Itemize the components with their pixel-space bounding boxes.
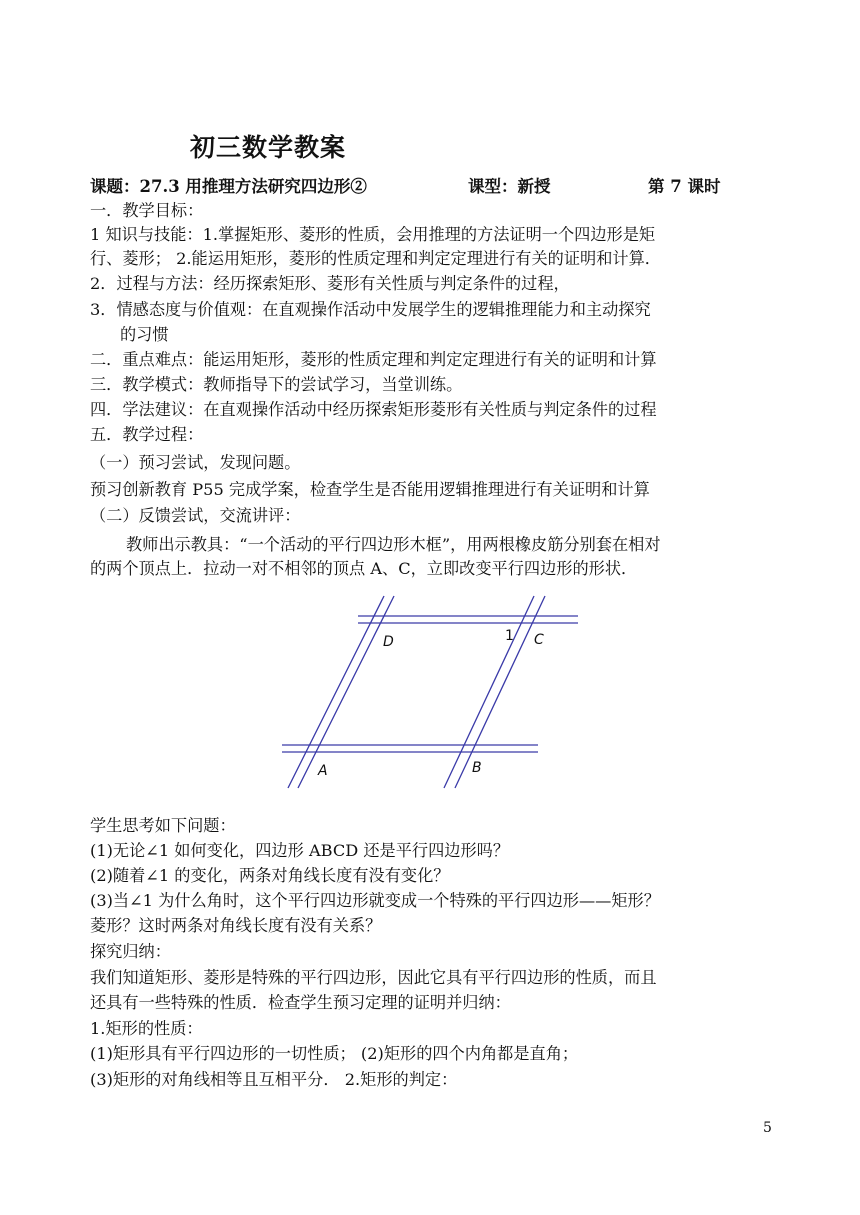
text-line: （一）预习尝试，发现问题。: [90, 453, 301, 472]
left-side-line: [288, 596, 384, 788]
vertex-label-c: C: [534, 632, 544, 648]
vertex-label-d: D: [383, 634, 394, 650]
text-line: 三．教学模式：教师指导下的尝试学习，当堂训练。: [90, 375, 463, 394]
right-side-line: [444, 596, 534, 788]
vertex-label-a: A: [318, 763, 328, 779]
text-line: (3)矩形的对角线相等且互相平分． 2.矩形的判定：: [90, 1070, 458, 1089]
text-line: 学生思考如下问题：: [90, 816, 236, 835]
text-line: (3)当∠1 为什么角时，这个平行四边形就变成一个特殊的平行四边形——矩形？: [90, 891, 660, 910]
text-line: 3．情感态度与价值观：在直观操作活动中发展学生的逻辑推理能力和主动探究: [90, 300, 651, 319]
right-side-line: [455, 596, 545, 788]
text-line: 预习创新教育 P55 完成学案，检查学生是否能用逻辑推理进行有关证明和计算: [90, 480, 650, 499]
text-line: 探究归纳：: [90, 942, 171, 961]
left-side-line: [298, 596, 394, 788]
text-line: 我们知道矩形、菱形是特殊的平行四边形，因此它具有平行四边形的性质，而且: [90, 968, 657, 987]
text-line: 一．教学目标：: [90, 201, 204, 220]
text-line: 的两个顶点上．拉动一对不相邻的顶点 A、C，立即改变平行四边形的形状．: [90, 559, 638, 578]
lesson-topic: 课题：27.3 用推理方法研究四边形②: [90, 177, 367, 196]
text-line: 五．教学过程：: [90, 425, 204, 444]
text-line: 还具有一些特殊的性质．检查学生预习定理的证明并归纳：: [90, 993, 511, 1012]
angle-label-1: 1: [505, 628, 514, 644]
page-number: 5: [763, 1120, 772, 1136]
lesson-period: 第 7 课时: [648, 177, 721, 196]
text-line: （二）反馈尝试，交流讲评：: [90, 506, 301, 525]
text-line: 1.矩形的性质：: [90, 1019, 203, 1038]
parallelogram-frame-figure: [280, 588, 580, 793]
text-line: 二．重点难点：能运用矩形，菱形的性质定理和判定定理进行有关的证明和计算: [90, 350, 657, 369]
text-line: 菱形？这时两条对角线长度有没有关系？: [90, 916, 382, 935]
text-line: 的习惯: [120, 325, 169, 344]
text-line: (2)随着∠1 的变化，两条对角线长度有没有变化？: [90, 866, 450, 885]
text-line: 教师出示教具：“一个活动的平行四边形木框”，用两根橡皮筋分别套在相对: [126, 535, 661, 554]
lesson-type: 课型：新授: [468, 177, 551, 196]
vertex-label-b: B: [472, 760, 482, 776]
text-line: (1)矩形具有平行四边形的一切性质； (2)矩形的四个内角都是直角；: [90, 1044, 579, 1063]
text-line: 四．学法建议：在直观操作活动中经历探索矩形菱形有关性质与判定条件的过程: [90, 400, 657, 419]
text-line: 1 知识与技能：1.掌握矩形、菱形的性质，会用推理的方法证明一个四边形是矩: [90, 225, 656, 244]
text-line: 2．过程与方法：经历探索矩形、菱形有关性质与判定条件的过程，: [90, 274, 570, 293]
text-line: (1)无论∠1 如何变化，四边形 ABCD 还是平行四边形吗？: [90, 841, 510, 860]
text-line: 行、菱形； 2.能运用矩形，菱形的性质定理和判定定理进行有关的证明和计算．: [90, 249, 661, 268]
document-title: 初三数学教案: [190, 133, 347, 162]
